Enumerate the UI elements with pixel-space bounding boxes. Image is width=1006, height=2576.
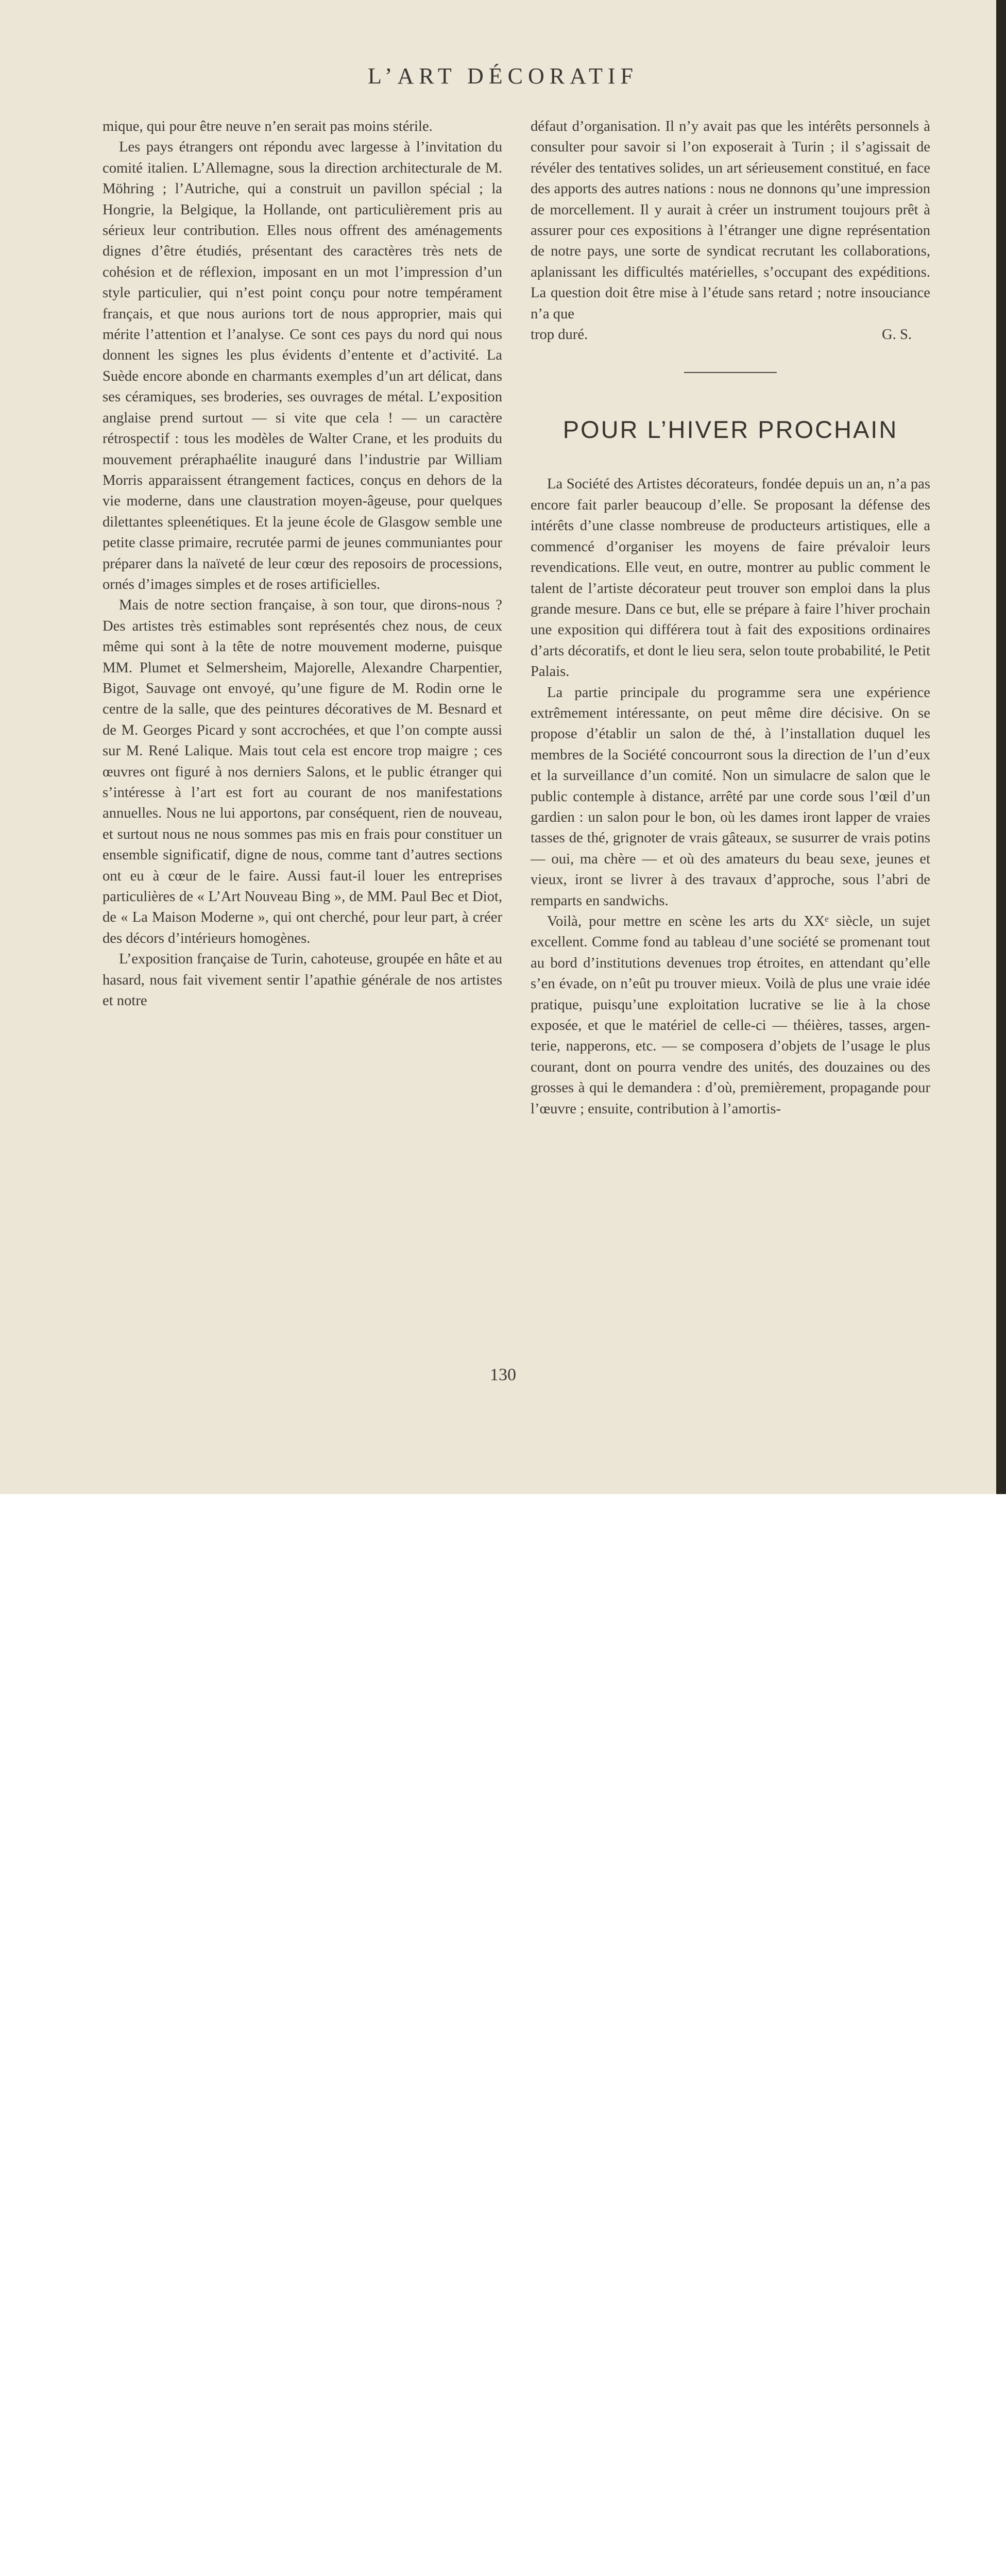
paragraph: L’exposition française de Turin, cahoteuse, groupée en hâte et au hasard, nous fait vivement sentir l’apathie générale de nos artistes et notre [103, 951, 502, 1009]
paragraph: Voilà, pour mettre en scène les arts du XXᵉ siècle, un sujet excellent. Comme fond au tableau d’une société se promenant tout au bord d’institutions devenues trop étroites, en attendant qu’elle s’en évade, on n’eût pu trouver mieux. Voilà de plus une vraie idée pratique, puisqu’une exploitation lucrative se lie à la chose exposée, et que le matériel de celle-ci — théières, tasses, argenterie, napperons, etc. — se composera d’objets de l’usage le plus courant, dont on pourra vendre des unités, des douzaines ou des grosses à qui le demandera : d’où, premièrement, propagande pour l’œuvre ; ensuite, contribution à l’amortis- [531, 913, 930, 1117]
left-column [103, 116, 502, 1011]
signature-line [531, 325, 930, 345]
footer-bar [0, 1494, 1006, 1587]
section-title: POUR L’HIVER PROCHAIN [562, 416, 898, 444]
paragraph: mique, qui pour être neuve n’en serait pas moins stérile. [103, 118, 433, 134]
paragraph: défaut d’organisation. Il n’y avait pas que les intérêts personnels à consulter pour savoir si l’on exposerait à Turin ; il s’agissait de révéler des tentatives solides, un art sérieusement constitué, en face des apports des autres nations : nous ne donnons qu’une impression de morcellement. Il y aurait à créer un instrument toujours prêt à assurer pour ces expositions à l’étranger une digne représentation de notre pays, une sorte de syndicat recrutant les collaborations, aplanissant les difficultés matérielles, s’occupant des expéditions. La question doit être mise à l’étude sans retard ; notre insouciance n’a que [531, 118, 930, 322]
paragraph: La partie principale du programme sera une expérience extrêmement intéressante, on peut même dire décisive. On se propose d’établir un salon de thé, à l’installation duquel les membres de la Société concourront sous la direction de l’un d’eux et la surveillance d’un comité. Non un simulacre de salon que le public contemple à distance, arrêté par une corde sous l’œil d’un gardien : un salon pour le bon, où les dames iront lapper de vraies tasses de thé, grignoter de vrais gâteaux, se susurrer de vrais potins — oui, ma chère — et où des amateurs du beau sexe, jeunes et vieux, iront se livrer à des travaux d’approche, sous l’abri de remparts en sandwichs. [531, 684, 930, 909]
right-column [531, 116, 930, 1120]
closing-text: trop duré. [531, 327, 588, 343]
paragraph: La Société des Artistes décorateurs, fondée depuis un an, n’a pas encore fait parler beaucoup d’elle. Se proposant la défense des intérêts d’une classe nombreuse de producteurs artistiques, elle a commencé d’organiser les moyens de faire prévaloir leurs revendications. Elle veut, en outre, montrer au public comment le talent de l’artiste décorateur peut trouver son emploi dans la plus grande mesure. Dans ce but, elle se prépare à faire l’hiver prochain une exposition qui différera tout à fait des expositions ordinaires d’arts décoratifs, et dont le lieu sera, selon toute probabilité, le Petit Palais. [531, 476, 930, 680]
paragraph: Mais de notre section française, à son tour, que dirons-nous ? Des artistes très estimables sont représentés chez nous, de ceux même qui sont à la tête de notre mouvement moderne, puisque MM. Plumet et Selmersheim, Majorelle, Alexandre Charpentier, Bigot, Sauvage ont envoyé, qu’une figure de M. Rodin orne le centre de la salle, que des peintures décoratives de M. Besnard et de M. Georges Picard y sont accrochées, et que l’on compte aussi sur M. René Lalique. Mais tout cela est encore trop maigre ; ces œuvres ont figuré à nos derniers Salons, et le public étranger qui s’intéresse à l’art est fort au courant de nos manifestations annuelles. Nous ne lui apportons, par conséquent, rien de nouveau, et surtout nous ne nous sommes pas mis en frais pour constituer un ensemble significatif, digne de nous, comme tant d’autres sections ont eu à cœur de le faire. Aussi faut-il louer les entreprises particulières de « L’Art Nouveau Bing », de MM. Paul Bec et Diot, de « La Maison Moderne », qui ont cherché, pour leur part, à créer des décors d’intérieurs homogènes. [103, 597, 502, 946]
section-divider [684, 372, 777, 373]
page-number: 130 [490, 1365, 516, 1384]
page-edge [996, 0, 1006, 1494]
paragraph: Les pays étrangers ont répondu avec largesse à l’invitation du comité italien. L’Allemagne, sous la direction architecturale de M. Möhring ; l’Autriche, qui a construit un pavillon spécial ; la Hongrie, la Belgique, la Hollande, ont particulièrement pris au sérieux leur contribution. Elles nous offrent des aménagements dignes d’être étudiés, présentant des caractères très nets de cohésion et de réflexion, imposant en un mot l’impression d’un style particulier, qui n’est point conçu pour notre tempérament français, et que nous aurions tort de nous approprier, mais qui mérite l’attention et l’analyse. Ce sont ces pays du nord qui nous donnent les signes les plus évidents d’entente et d’activité. La Suède encore abonde en charmants exemples d’un art délicat, dans ses céramiques, ses broderies, ses ouvrages de métal. L’exposition anglaise prend surtout — si vite que cela ! — un caractère rétrospectif : tous les modèles de Walter Crane, et les produits du mouvement préraphaélite inauguré dans l’industrie par William Morris apparaissent étrangement factices, conçus en dehors de la vie moderne, dans une claustration moyen-âgeuse, pour quelques dilettantes spleenétiques. Et la jeune école de Glasgow semble une petite classe primaire, recrutée parmi de jeunes communiantes pour préparer dans la naïveté de leur cœur des reposoirs de processions, ornés d’images simples et de roses artificielles. [103, 139, 502, 592]
running-header: L’ART DÉCORATIF [367, 63, 639, 89]
author-signature: G. S. [882, 327, 912, 343]
